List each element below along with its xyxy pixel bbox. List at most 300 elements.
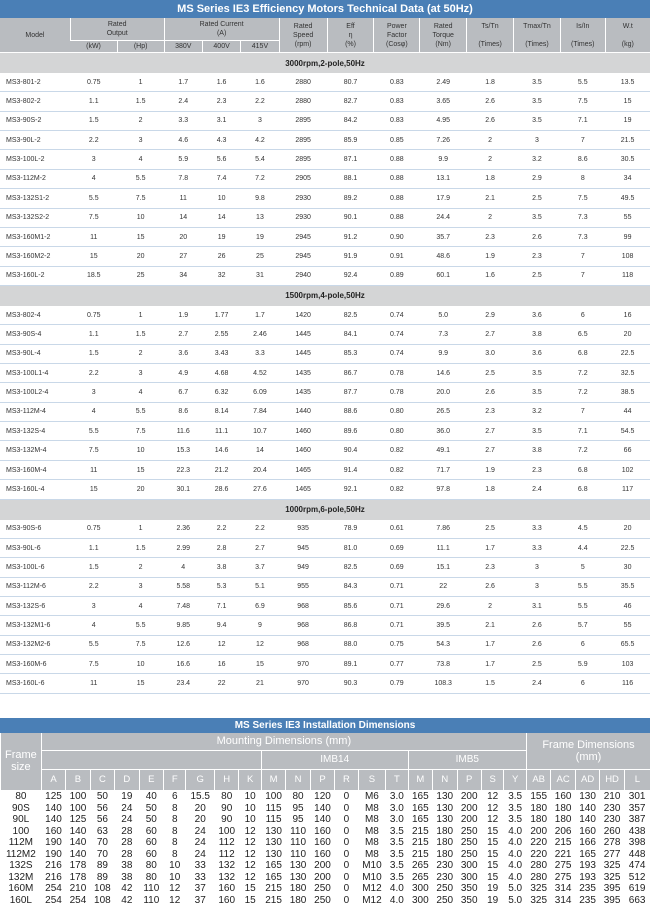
table-cell: 1.8 bbox=[467, 73, 514, 92]
table-cell: 2.2 bbox=[70, 577, 117, 596]
table-cell: 81.0 bbox=[327, 538, 374, 557]
table-cell: 0 bbox=[343, 837, 350, 849]
table-cell: 395 bbox=[603, 894, 621, 906]
table-cell: 3.5 bbox=[514, 73, 561, 92]
table-cell: 5.7 bbox=[560, 616, 605, 635]
frame-size-cell: 160L bbox=[9, 894, 32, 906]
table-cell: 6.09 bbox=[241, 383, 279, 402]
table-cell: 0.88 bbox=[374, 169, 420, 188]
table-cell: M8 bbox=[364, 837, 379, 849]
table-cell: 3.5 bbox=[514, 422, 561, 441]
table-cell: 19 bbox=[202, 227, 240, 246]
section-row bbox=[0, 53, 650, 74]
table-cell: 0.88 bbox=[374, 189, 420, 208]
table-cell: 3.2 bbox=[514, 150, 561, 169]
table-cell: 20.0 bbox=[420, 383, 467, 402]
header-rated-speed bbox=[279, 18, 327, 53]
table-cell: 12 bbox=[487, 802, 499, 814]
table-cell: 12 bbox=[487, 791, 499, 803]
table-cell: 1.9 bbox=[164, 306, 202, 325]
table-cell: 6 bbox=[560, 635, 605, 654]
table-cell: 215 bbox=[554, 837, 572, 849]
table-cell: 130 bbox=[265, 825, 282, 837]
table-cell: 250 bbox=[460, 837, 478, 849]
header-rated-current bbox=[164, 18, 279, 41]
table-cell: 0 bbox=[343, 825, 350, 837]
table-cell: 5.5 bbox=[70, 635, 117, 654]
table-row bbox=[0, 460, 650, 479]
table-cell: 1.7 bbox=[467, 635, 514, 654]
table-row bbox=[0, 247, 650, 266]
table-cell: 0.78 bbox=[374, 383, 420, 402]
table-cell: 1.6 bbox=[467, 266, 514, 285]
table-cell: 90 bbox=[221, 814, 233, 826]
table-cell: 12 bbox=[487, 814, 499, 826]
table-cell: 5.0 bbox=[420, 306, 467, 325]
table-cell: 180 bbox=[554, 802, 572, 814]
table-cell: 3 bbox=[241, 111, 279, 130]
table-cell: 280 bbox=[530, 860, 548, 872]
table-cell: 18.5 bbox=[70, 266, 117, 285]
table-cell: 28 bbox=[121, 825, 133, 837]
table-cell: 2.8 bbox=[202, 538, 240, 557]
table-cell: 165 bbox=[411, 802, 429, 814]
table-cell: 165 bbox=[265, 860, 282, 872]
table-cell: 20.4 bbox=[241, 460, 279, 479]
table-cell: 357 bbox=[628, 802, 646, 814]
table-cell: 140 bbox=[45, 802, 62, 814]
header-rated-torque-text: Rated Torque (Nm) bbox=[432, 22, 454, 48]
table-cell: 140 bbox=[45, 814, 62, 826]
table-cell: 448 bbox=[628, 848, 646, 860]
table-cell: 19 bbox=[487, 883, 499, 895]
table-cell: 7.1 bbox=[560, 422, 605, 441]
table-cell: 5.9 bbox=[164, 150, 202, 169]
header-weight bbox=[605, 18, 650, 53]
table-cell: 278 bbox=[603, 837, 621, 849]
table-cell: 8 bbox=[560, 169, 605, 188]
table-cell: 1.5 bbox=[70, 558, 117, 577]
table-cell: 15.3 bbox=[164, 441, 202, 460]
table-cell: 82.7 bbox=[327, 92, 374, 111]
table-cell: 2 bbox=[467, 150, 514, 169]
table-cell: 89 bbox=[96, 860, 108, 872]
table-cell: 1.6 bbox=[241, 73, 279, 92]
table-cell: 0.75 bbox=[70, 306, 117, 325]
table-cell: 1.7 bbox=[467, 655, 514, 674]
header-400v: 400V bbox=[202, 41, 240, 53]
table-cell: 125 bbox=[45, 791, 62, 803]
dimension-column-header: M bbox=[261, 769, 285, 790]
header-ts-tn-text: Ts/Tn (Times) bbox=[478, 22, 502, 48]
table-cell: 2.9 bbox=[467, 306, 514, 325]
table-cell: 89.1 bbox=[327, 655, 374, 674]
table-cell: 0.80 bbox=[374, 402, 420, 421]
table-cell: 395 bbox=[603, 883, 621, 895]
table-cell: 970 bbox=[279, 655, 327, 674]
table-cell: 38 bbox=[121, 871, 133, 883]
table-cell: 4.4 bbox=[560, 538, 605, 557]
table-cell: 6.7 bbox=[164, 383, 202, 402]
table-cell: 1 bbox=[117, 306, 164, 325]
table-cell: 2.6 bbox=[467, 111, 514, 130]
table-cell: 110 bbox=[143, 894, 160, 906]
table-cell: 3 bbox=[117, 131, 164, 150]
table-cell: 0.90 bbox=[374, 227, 420, 246]
table-cell: 5.5 bbox=[70, 422, 117, 441]
header-kw: (kW) bbox=[70, 41, 117, 53]
table-cell: 6 bbox=[560, 674, 605, 693]
table-cell: 0 bbox=[343, 848, 350, 860]
table-cell: 32 bbox=[202, 266, 240, 285]
table-cell: 132 bbox=[218, 860, 236, 872]
table-cell: 80 bbox=[145, 860, 157, 872]
table-cell: 8 bbox=[171, 814, 178, 826]
table-cell: 7.3 bbox=[420, 325, 467, 344]
table-cell: 6.8 bbox=[560, 344, 605, 363]
table-cell: 180 bbox=[436, 825, 454, 837]
table-cell: 27.6 bbox=[241, 480, 279, 499]
table-cell: 34 bbox=[164, 266, 202, 285]
table-cell: 250 bbox=[314, 883, 331, 895]
table-cell: 0.83 bbox=[374, 73, 420, 92]
table-cell: M8 bbox=[364, 814, 379, 826]
table-cell: 3.5 bbox=[514, 364, 561, 383]
table-cell: 1465 bbox=[279, 480, 327, 499]
table-cell: 3.3 bbox=[514, 520, 561, 539]
table-cell: 265 bbox=[411, 871, 429, 883]
table-cell: 0.75 bbox=[374, 635, 420, 654]
table-cell: 8.6 bbox=[560, 150, 605, 169]
table-cell: 165 bbox=[265, 871, 282, 883]
table-cell: 2940 bbox=[279, 266, 327, 285]
table-cell: 2.5 bbox=[514, 266, 561, 285]
table-cell: 0 bbox=[343, 894, 350, 906]
table-cell: M12 bbox=[362, 894, 382, 906]
table-cell: 7 bbox=[560, 266, 605, 285]
table-row bbox=[1, 848, 650, 860]
table-row bbox=[1, 883, 650, 895]
table-cell: 9.9 bbox=[420, 150, 467, 169]
table-cell: 88.0 bbox=[327, 635, 374, 654]
table-cell: 7.5 bbox=[70, 208, 117, 227]
table-cell: 216 bbox=[45, 871, 62, 883]
table-cell: 3.6 bbox=[514, 306, 561, 325]
model-cell: MS3-100L2-4 bbox=[0, 383, 70, 402]
table-cell: 3.5 bbox=[514, 111, 561, 130]
table-cell: 3 bbox=[70, 596, 117, 615]
table-row bbox=[0, 383, 650, 402]
table-cell: 4 bbox=[70, 616, 117, 635]
table-cell: 15.5 bbox=[190, 791, 210, 803]
table-cell: 12.6 bbox=[164, 635, 202, 654]
table-cell: 221 bbox=[554, 848, 572, 860]
table-cell: 15 bbox=[241, 655, 279, 674]
table-cell: M8 bbox=[364, 848, 379, 860]
table-cell: 7.84 bbox=[241, 402, 279, 421]
table-cell: 25 bbox=[241, 247, 279, 266]
table-cell: 32.5 bbox=[605, 364, 650, 383]
table-cell: 12 bbox=[169, 894, 181, 906]
table-cell: 3.6 bbox=[514, 344, 561, 363]
table-cell: 140 bbox=[314, 802, 331, 814]
table-cell: 10 bbox=[244, 802, 256, 814]
table-cell: 7.3 bbox=[560, 208, 605, 227]
frame-size-cell: 160M bbox=[8, 883, 34, 895]
table-cell: 4.6 bbox=[164, 131, 202, 150]
table-cell: 12 bbox=[244, 848, 256, 860]
dimension-column-header: S bbox=[481, 769, 503, 790]
table-cell: 2.2 bbox=[241, 92, 279, 111]
table-cell: 38 bbox=[121, 860, 133, 872]
frame-size-cell: 100 bbox=[12, 825, 30, 837]
table-cell: 200 bbox=[314, 860, 331, 872]
table-cell: 3.5 bbox=[389, 860, 404, 872]
table-cell: 21 bbox=[241, 674, 279, 693]
table-cell: 0.88 bbox=[374, 208, 420, 227]
table-cell: 180 bbox=[530, 814, 548, 826]
model-cell: MS3-90L-6 bbox=[0, 538, 70, 557]
table-cell: 85.9 bbox=[327, 131, 374, 150]
table-cell: 11 bbox=[70, 674, 117, 693]
table-cell: 49.1 bbox=[420, 441, 467, 460]
table-cell: 84.3 bbox=[327, 577, 374, 596]
table-cell: 110 bbox=[143, 883, 160, 895]
table-cell: 29.6 bbox=[420, 596, 467, 615]
table-cell: 955 bbox=[279, 577, 327, 596]
table-cell: 193 bbox=[579, 871, 596, 883]
table-cell: 5.5 bbox=[117, 169, 164, 188]
table-cell: 215 bbox=[411, 837, 429, 849]
model-cell: MS3-100L-2 bbox=[0, 150, 70, 169]
table-cell: 3.5 bbox=[508, 814, 523, 826]
table-cell: 200 bbox=[460, 802, 478, 814]
table-cell: 24 bbox=[121, 814, 133, 826]
table-cell: M6 bbox=[364, 791, 379, 803]
table-cell: 968 bbox=[279, 616, 327, 635]
table-cell: 190 bbox=[45, 848, 62, 860]
table-row bbox=[0, 189, 650, 208]
table-cell: M8 bbox=[364, 825, 379, 837]
table-cell: 619 bbox=[628, 883, 646, 895]
model-cell: MS3-160M2-2 bbox=[0, 247, 70, 266]
table-cell: 7.8 bbox=[164, 169, 202, 188]
header-is-in bbox=[560, 18, 605, 53]
table-cell: 2880 bbox=[279, 73, 327, 92]
table-cell: 0.74 bbox=[374, 325, 420, 344]
table-cell: 250 bbox=[314, 894, 331, 906]
table-cell: 2.6 bbox=[467, 92, 514, 111]
table-cell: 7.48 bbox=[164, 596, 202, 615]
table-cell: 31 bbox=[241, 266, 279, 285]
table-cell: 325 bbox=[603, 871, 621, 883]
table-cell: 2 bbox=[467, 131, 514, 150]
table-cell: 140 bbox=[314, 814, 331, 826]
table-cell: 260 bbox=[603, 825, 621, 837]
section-title: 1500rpm,4-pole,50Hz bbox=[0, 285, 650, 306]
table-cell: 5.0 bbox=[508, 894, 523, 906]
table-cell: 216 bbox=[45, 860, 62, 872]
table-row bbox=[0, 344, 650, 363]
dimension-column-header: F bbox=[164, 769, 186, 790]
table-cell: 110 bbox=[290, 837, 307, 849]
table-cell: 7.2 bbox=[560, 441, 605, 460]
table-cell: 2.3 bbox=[467, 227, 514, 246]
table-cell: 97.8 bbox=[420, 480, 467, 499]
table-cell: 2.1 bbox=[467, 616, 514, 635]
table-cell: 14 bbox=[164, 208, 202, 227]
model-cell: MS3-112M-2 bbox=[0, 169, 70, 188]
table-cell: 89 bbox=[96, 871, 108, 883]
table-cell: 38.5 bbox=[605, 383, 650, 402]
table-cell: 160 bbox=[554, 791, 572, 803]
header-weight-text: W.t (kg) bbox=[621, 22, 634, 48]
table-cell: 10 bbox=[202, 189, 240, 208]
table-cell: 100 bbox=[69, 791, 87, 803]
table-cell: 155 bbox=[530, 791, 548, 803]
table-cell: 1445 bbox=[279, 325, 327, 344]
table-cell: 82.5 bbox=[327, 306, 374, 325]
table-cell: 2895 bbox=[279, 150, 327, 169]
table-cell: 3.43 bbox=[202, 344, 240, 363]
table-cell: 210 bbox=[69, 883, 87, 895]
header-ts-tn bbox=[467, 18, 514, 53]
table-cell: 2.5 bbox=[467, 520, 514, 539]
table-cell: 215 bbox=[411, 825, 429, 837]
table-cell: 120 bbox=[314, 791, 331, 803]
header-tmax-tn bbox=[514, 18, 561, 53]
table-cell: 48.6 bbox=[420, 247, 467, 266]
table-cell: 95 bbox=[292, 802, 304, 814]
table-cell: 230 bbox=[436, 871, 454, 883]
header-frame-size-text: Frame size bbox=[4, 749, 37, 774]
table-cell: 1.1 bbox=[70, 325, 117, 344]
table-cell: 30 bbox=[605, 558, 650, 577]
table-cell: 36.0 bbox=[420, 422, 467, 441]
table-cell: M10 bbox=[362, 871, 382, 883]
table-cell: 22 bbox=[420, 577, 467, 596]
table-cell: 0.88 bbox=[374, 150, 420, 169]
table-cell: 12 bbox=[244, 871, 256, 883]
table-cell: 325 bbox=[530, 883, 548, 895]
table-cell: 3.5 bbox=[514, 92, 561, 111]
model-cell: MS3-132M1-6 bbox=[0, 616, 70, 635]
table-cell: 4.3 bbox=[202, 131, 240, 150]
table-cell: 1.1 bbox=[70, 538, 117, 557]
table-cell: 49.5 bbox=[605, 189, 650, 208]
table-cell: 4.95 bbox=[420, 111, 467, 130]
table-cell: 250 bbox=[436, 894, 454, 906]
table-cell: 4 bbox=[164, 558, 202, 577]
table-cell: 60 bbox=[145, 848, 157, 860]
table-cell: M10 bbox=[362, 860, 382, 872]
header-rated-speed-text: Rated Speed (rpm) bbox=[292, 22, 314, 48]
table-cell: 1445 bbox=[279, 344, 327, 363]
table-cell: 301 bbox=[628, 791, 646, 803]
table-cell: 180 bbox=[436, 848, 454, 860]
table-cell: 2.1 bbox=[467, 189, 514, 208]
table-cell: 4.9 bbox=[164, 364, 202, 383]
table-cell: 130 bbox=[265, 837, 282, 849]
table-cell: 125 bbox=[69, 814, 87, 826]
table-cell: 250 bbox=[436, 883, 454, 895]
table-cell: 16.6 bbox=[164, 655, 202, 674]
table-cell: 108 bbox=[94, 894, 111, 906]
table-cell: 2 bbox=[467, 208, 514, 227]
table-row bbox=[0, 480, 650, 499]
table-cell: 70 bbox=[96, 848, 108, 860]
table-cell: 0.71 bbox=[374, 616, 420, 635]
table-cell: 180 bbox=[530, 802, 548, 814]
table-cell: 2.46 bbox=[241, 325, 279, 344]
table-cell: 132 bbox=[218, 871, 236, 883]
table-cell: 220 bbox=[530, 837, 548, 849]
table-cell: 160 bbox=[579, 825, 596, 837]
table-cell: 8 bbox=[171, 848, 178, 860]
table-cell: 1460 bbox=[279, 441, 327, 460]
table-cell: 3.3 bbox=[241, 344, 279, 363]
table-cell: 20 bbox=[605, 325, 650, 344]
table-cell: 300 bbox=[411, 883, 429, 895]
table-cell: 118 bbox=[605, 266, 650, 285]
technical-data-table bbox=[0, 18, 650, 694]
table-cell: 300 bbox=[460, 860, 478, 872]
table-cell: 60 bbox=[145, 825, 157, 837]
table-cell: 87.1 bbox=[327, 150, 374, 169]
table-cell: 28 bbox=[121, 848, 133, 860]
technical-data-title: MS Series IE3 Efficiency Motors Technical Data (at 50Hz) bbox=[0, 0, 650, 18]
table-cell: 7.2 bbox=[560, 383, 605, 402]
table-cell: 2.3 bbox=[467, 558, 514, 577]
table-cell: 0.79 bbox=[374, 674, 420, 693]
table-cell: 7.3 bbox=[560, 227, 605, 246]
table-cell: 90 bbox=[221, 802, 233, 814]
table-cell: 5.5 bbox=[560, 73, 605, 92]
table-cell: 15 bbox=[117, 460, 164, 479]
technical-data-body bbox=[0, 53, 650, 694]
table-cell: 1435 bbox=[279, 383, 327, 402]
table-cell: 22 bbox=[202, 674, 240, 693]
table-cell: 23.4 bbox=[164, 674, 202, 693]
table-cell: 1 bbox=[117, 520, 164, 539]
table-cell: 206 bbox=[554, 825, 572, 837]
table-cell: 56 bbox=[96, 814, 108, 826]
model-cell: MS3-112M-4 bbox=[0, 402, 70, 421]
table-cell: 19 bbox=[241, 227, 279, 246]
dimension-column-header: S bbox=[358, 769, 386, 790]
table-cell: 78.9 bbox=[327, 520, 374, 539]
header-imb14: IMB14 bbox=[261, 750, 408, 769]
table-cell: 474 bbox=[628, 860, 646, 872]
table-cell: 0.89 bbox=[374, 266, 420, 285]
table-cell: 300 bbox=[460, 871, 478, 883]
table-cell: 86.7 bbox=[327, 364, 374, 383]
table-row bbox=[0, 208, 650, 227]
table-cell: 117 bbox=[605, 480, 650, 499]
table-row bbox=[1, 802, 650, 814]
model-cell: MS3-112M-6 bbox=[0, 577, 70, 596]
table-cell: 21.2 bbox=[202, 460, 240, 479]
table-cell: 5.4 bbox=[241, 150, 279, 169]
table-cell: 7.1 bbox=[202, 596, 240, 615]
model-cell: MS3-90L-2 bbox=[0, 131, 70, 150]
table-cell: 3.5 bbox=[508, 802, 523, 814]
table-row bbox=[1, 871, 650, 883]
table-cell: 3.3 bbox=[514, 538, 561, 557]
table-cell: 15 bbox=[487, 860, 499, 872]
table-cell: 15 bbox=[244, 894, 256, 906]
header-frame-dimensions bbox=[526, 733, 650, 770]
